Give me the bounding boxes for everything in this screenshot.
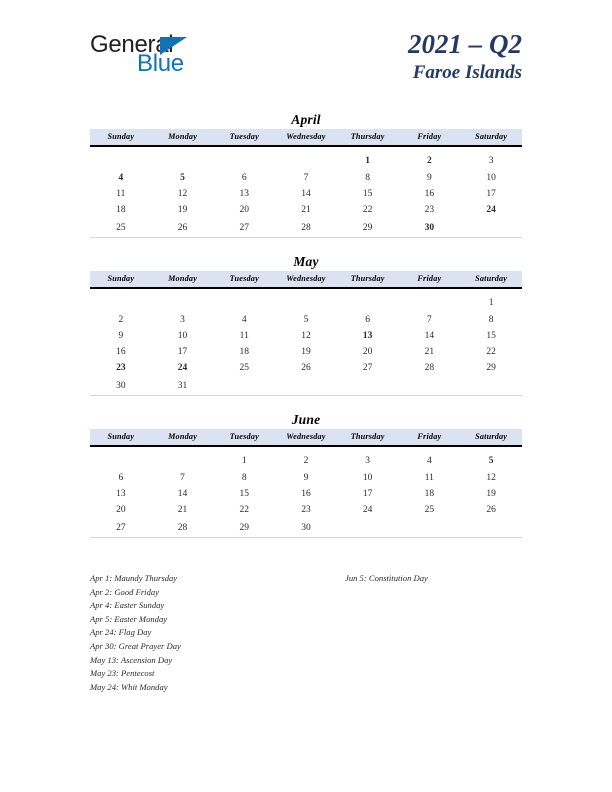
holiday-legend-column-right: [345, 572, 522, 586]
month-title: April: [291, 112, 321, 127]
day-cell[interactable]: 8: [365, 173, 371, 183]
day-cell[interactable]: 30: [275, 518, 337, 538]
day-cell-empty: [337, 288, 399, 312]
day-cell[interactable]: 21: [177, 505, 188, 515]
day-cell[interactable]: 1: [488, 297, 494, 308]
day-cell[interactable]: 21: [424, 347, 435, 357]
legend-item: Apr 1: Maundy Thursday: [90, 573, 178, 583]
day-cell[interactable]: 19: [486, 489, 496, 499]
weekday-header-row: [90, 271, 522, 288]
day-cell[interactable]: 12: [301, 331, 311, 341]
day-cell[interactable]: 2: [118, 315, 124, 325]
day-cell[interactable]: 28: [152, 518, 214, 538]
day-cell[interactable]: 23: [424, 205, 435, 215]
day-cell[interactable]: 10: [177, 331, 188, 341]
day-cell-holiday[interactable]: 30: [399, 218, 461, 238]
day-cell-empty: [90, 288, 152, 312]
day-cell[interactable]: 15: [239, 489, 249, 499]
day-cell-holiday[interactable]: 5: [180, 173, 185, 183]
day-cell[interactable]: 1: [241, 455, 247, 466]
day-cell[interactable]: 3: [488, 155, 494, 166]
week-row: [90, 328, 522, 344]
day-cell[interactable]: 20: [116, 505, 126, 515]
week-row: [90, 288, 522, 312]
day-cell-empty: [213, 376, 275, 396]
weekday-header-row: [90, 429, 522, 446]
week-row: [90, 186, 522, 202]
month-block-april: [90, 110, 522, 238]
day-cell[interactable]: 8: [488, 315, 494, 325]
day-cell-empty: [460, 218, 522, 238]
day-cell-empty: [152, 446, 214, 470]
weekday-header-friday: Friday: [399, 429, 461, 446]
day-cell[interactable]: 4: [241, 315, 247, 325]
day-cell-empty: [460, 376, 522, 396]
day-cell-holiday[interactable]: 5: [488, 455, 494, 466]
day-cell[interactable]: 29: [213, 518, 275, 538]
month-grid: [90, 271, 522, 396]
weekday-header-tuesday: Tuesday: [213, 429, 275, 446]
day-cell-empty: [213, 146, 275, 170]
week-row: [90, 312, 522, 328]
day-cell[interactable]: 14: [424, 331, 435, 341]
day-cell-empty: [337, 376, 399, 396]
week-row: [90, 170, 522, 186]
day-cell-empty: [337, 518, 399, 538]
day-cell[interactable]: 24: [362, 505, 373, 515]
day-cell-empty: [399, 518, 461, 538]
day-cell[interactable]: 4: [426, 455, 432, 466]
day-cell[interactable]: 16: [424, 189, 435, 199]
day-cell-holiday[interactable]: 24: [486, 205, 496, 215]
weekday-header-friday: Friday: [399, 129, 461, 146]
week-row: [90, 502, 522, 518]
day-cell[interactable]: 28: [424, 363, 435, 373]
day-cell[interactable]: 19: [177, 205, 188, 215]
day-cell[interactable]: 7: [426, 315, 432, 325]
weekday-header-tuesday: Tuesday: [213, 271, 275, 288]
holiday-legend-column-left: [90, 572, 345, 694]
day-cell[interactable]: 12: [486, 473, 496, 483]
day-cell-empty: [399, 288, 461, 312]
weekday-header-saturday: Saturday: [460, 271, 522, 288]
day-cell[interactable]: 15: [362, 189, 373, 199]
day-cell[interactable]: 15: [486, 331, 496, 341]
day-cell[interactable]: 9: [426, 173, 432, 183]
day-cell[interactable]: 11: [424, 473, 434, 483]
legend-item: May 13: Ascension Day: [90, 654, 173, 665]
weekday-header-thursday: Thursday: [337, 271, 399, 288]
day-cell-holiday[interactable]: 2: [426, 155, 432, 166]
day-cell[interactable]: 23: [301, 505, 311, 515]
day-cell-holiday[interactable]: 24: [177, 363, 188, 373]
day-cell[interactable]: 8: [241, 473, 247, 483]
weekday-header-monday: Monday: [152, 129, 214, 146]
week-row: [90, 376, 522, 396]
day-cell[interactable]: 19: [301, 347, 311, 357]
day-cell-empty: [152, 288, 214, 312]
weekday-header-wednesday: Wednesday: [275, 429, 337, 446]
day-cell-holiday[interactable]: 13: [362, 331, 373, 341]
day-cell[interactable]: 13: [239, 189, 249, 199]
logo-text-blue: Blue: [137, 50, 184, 77]
day-cell-holiday[interactable]: 23: [116, 363, 126, 373]
day-cell[interactable]: 26: [301, 363, 311, 373]
day-cell[interactable]: 17: [362, 489, 373, 499]
weekday-header-sunday: Sunday: [90, 271, 152, 288]
day-cell[interactable]: 29: [337, 218, 399, 238]
weekday-header-row: [90, 129, 522, 146]
weekday-header-wednesday: Wednesday: [275, 271, 337, 288]
month-grid: [90, 129, 522, 238]
legend-item: Apr 4: Easter Sunday: [90, 600, 165, 611]
weekday-header-friday: Friday: [399, 271, 461, 288]
day-cell[interactable]: 27: [90, 518, 152, 538]
weekday-header-thursday: Thursday: [337, 129, 399, 146]
day-cell[interactable]: 10: [486, 173, 496, 183]
week-row: [90, 218, 522, 238]
weekday-header-monday: Monday: [152, 429, 214, 446]
week-row: [90, 146, 522, 170]
day-cell[interactable]: 14: [301, 189, 311, 199]
day-cell[interactable]: 26: [486, 505, 496, 515]
day-cell[interactable]: 9: [118, 331, 124, 341]
day-cell[interactable]: 25: [90, 218, 152, 238]
day-cell[interactable]: 30: [90, 376, 152, 396]
week-row: [90, 446, 522, 470]
day-cell-empty: [275, 146, 337, 170]
logo-text-general: General: [90, 31, 174, 58]
week-row: [90, 360, 522, 376]
day-cell-holiday[interactable]: 1: [365, 155, 371, 166]
day-cell[interactable]: 2: [303, 455, 309, 466]
day-cell[interactable]: 27: [213, 218, 275, 238]
day-cell[interactable]: 31: [152, 376, 214, 396]
month-title: May: [293, 254, 319, 269]
calendar-title: [408, 28, 522, 86]
calendar-months: [90, 110, 522, 552]
title-year-quarter: 2021 – Q2: [408, 29, 522, 59]
weekday-header-tuesday: Tuesday: [213, 129, 275, 146]
day-cell[interactable]: 22: [239, 505, 249, 515]
day-cell[interactable]: 6: [241, 173, 247, 183]
day-cell[interactable]: 18: [239, 347, 249, 357]
day-cell[interactable]: 28: [275, 218, 337, 238]
general-blue-logo: [90, 33, 290, 83]
weekday-header-sunday: Sunday: [90, 129, 152, 146]
holiday-legend: [90, 572, 522, 694]
day-cell[interactable]: 5: [303, 315, 309, 325]
day-cell[interactable]: 26: [152, 218, 214, 238]
month-grid: [90, 429, 522, 538]
day-cell-holiday[interactable]: 4: [118, 173, 124, 183]
legend-item: Apr 24: Flag Day: [90, 627, 152, 638]
day-cell[interactable]: 16: [116, 347, 126, 357]
day-cell[interactable]: 16: [301, 489, 311, 499]
day-cell[interactable]: 20: [239, 205, 249, 215]
day-cell[interactable]: 27: [362, 363, 373, 373]
month-block-june: [90, 410, 522, 538]
page-header: [0, 0, 612, 105]
legend-item: Jun 5: Constitution Day: [345, 573, 428, 583]
day-cell[interactable]: 17: [177, 347, 188, 357]
day-cell[interactable]: 18: [116, 205, 126, 215]
day-cell-empty: [275, 288, 337, 312]
weekday-header-sunday: Sunday: [90, 429, 152, 446]
legend-item: May 23: Pentecost: [90, 668, 155, 679]
day-cell[interactable]: 3: [365, 455, 371, 466]
week-row: [90, 470, 522, 486]
day-cell[interactable]: 6: [118, 473, 124, 483]
day-cell[interactable]: 11: [239, 331, 249, 341]
day-cell[interactable]: 25: [239, 363, 249, 373]
day-cell[interactable]: 10: [362, 473, 373, 483]
weekday-header-saturday: Saturday: [460, 429, 522, 446]
day-cell[interactable]: 18: [424, 489, 435, 499]
month-block-may: [90, 252, 522, 396]
day-cell[interactable]: 14: [177, 489, 188, 499]
day-cell-empty: [213, 288, 275, 312]
legend-item: Apr 30: Great Prayer Day: [90, 640, 181, 651]
day-cell[interactable]: 21: [301, 205, 311, 215]
day-cell[interactable]: 29: [486, 363, 496, 373]
day-cell[interactable]: 12: [177, 189, 188, 199]
legend-item: Apr 5: Easter Monday: [90, 613, 168, 624]
weekday-header-wednesday: Wednesday: [275, 129, 337, 146]
title-country: Faroe Islands: [412, 62, 522, 83]
day-cell-empty: [399, 376, 461, 396]
day-cell[interactable]: 7: [180, 473, 185, 483]
day-cell[interactable]: 11: [116, 189, 126, 199]
week-row: [90, 202, 522, 218]
day-cell[interactable]: 13: [116, 489, 126, 499]
day-cell[interactable]: 22: [362, 205, 373, 215]
day-cell-empty: [152, 146, 214, 170]
day-cell[interactable]: 3: [180, 315, 185, 325]
day-cell[interactable]: 6: [365, 315, 371, 325]
weekday-header-thursday: Thursday: [337, 429, 399, 446]
day-cell-empty: [90, 446, 152, 470]
month-title: June: [291, 412, 321, 427]
day-cell-empty: [275, 376, 337, 396]
weekday-header-saturday: Saturday: [460, 129, 522, 146]
legend-item: Apr 2: Good Friday: [90, 586, 159, 597]
day-cell[interactable]: 22: [486, 347, 496, 357]
weekday-header-monday: Monday: [152, 271, 214, 288]
day-cell[interactable]: 17: [486, 189, 496, 199]
day-cell-empty: [90, 146, 152, 170]
week-row: [90, 486, 522, 502]
day-cell[interactable]: 7: [303, 173, 309, 183]
day-cell[interactable]: 9: [303, 473, 309, 483]
day-cell[interactable]: 20: [362, 347, 373, 357]
week-row: [90, 518, 522, 538]
day-cell-empty: [460, 518, 522, 538]
day-cell[interactable]: 25: [424, 505, 435, 515]
legend-item: May 24: Whit Monday: [90, 681, 168, 692]
week-row: [90, 344, 522, 360]
